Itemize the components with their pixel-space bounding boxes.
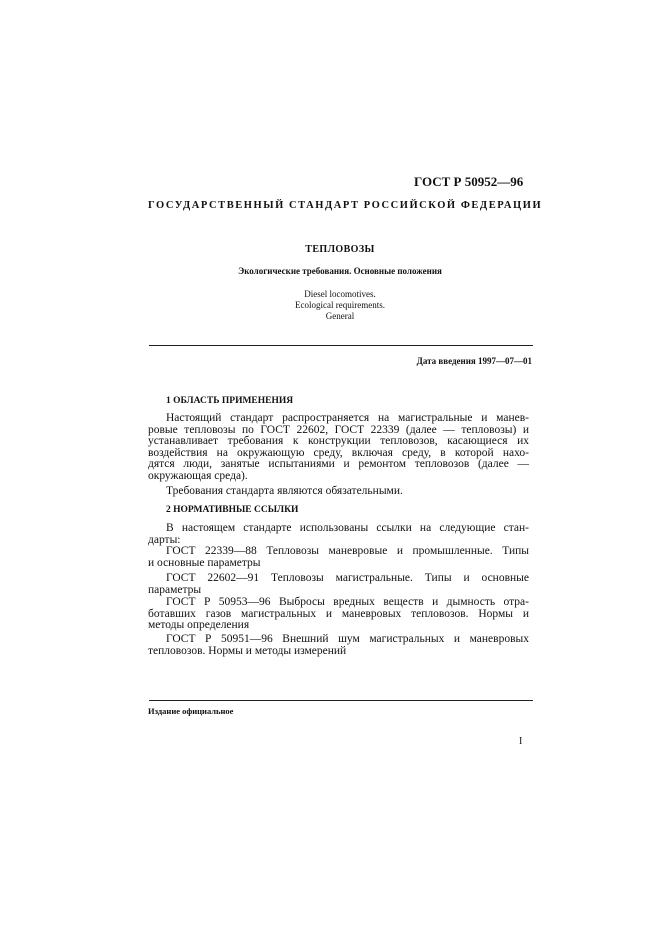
text-line: ровые тепловозы по ГОСТ 22602, ГОСТ 22339 (далее — тепловозы) и xyxy=(148,423,529,436)
footer-divider xyxy=(149,700,533,701)
text-line: ГОСТ Р 50951—96 Внешний шум магистральных и маневровых xyxy=(166,633,529,645)
document-title: ТЕПЛОВОЗЫ xyxy=(305,244,375,255)
top-divider xyxy=(149,345,533,346)
english-title xyxy=(148,289,532,322)
english-title-line: Diesel locomotives. xyxy=(304,289,376,299)
text-line: и основные параметры xyxy=(148,556,261,569)
reference-item xyxy=(148,597,529,632)
text-line: методы определения xyxy=(148,619,250,631)
section-1-heading: 1 ОБЛАСТЬ ПРИМЕНЕНИЯ xyxy=(166,396,294,406)
text-line: ГОСТ Р 50953—96 Выбросы вредных веществ и дымность отра- xyxy=(166,596,529,608)
section-1-requirement xyxy=(148,486,529,498)
text-line: дятся люди, занятые испытаниями и ремонтом тепловозов (далее — xyxy=(148,458,529,470)
section-1-paragraph xyxy=(148,413,529,482)
text-line: Настоящий стандарт распространяется на магистральные и манев- xyxy=(166,412,529,424)
page-number: I xyxy=(519,736,523,747)
text-line: воздействия на окружающую среду, включая среду, в которой нахо- xyxy=(148,446,529,459)
text-line: ГОСТ 22602—91 Тепловозы магистральные. Типы и основные xyxy=(166,572,529,584)
text-line: В настоящем стандарте использованы ссылки на следующие стан- xyxy=(166,522,529,534)
reference-item xyxy=(148,634,529,657)
text-line: устанавливает требования к конструкции тепловозов, касающиеся их xyxy=(148,435,529,447)
introduction-date: Дата введения 1997—07—01 xyxy=(416,356,532,366)
document-subtitle: Экологические требования. Основные положения xyxy=(238,266,442,276)
text-line: окружающая среда). xyxy=(148,469,248,482)
edition-note: Издание официальное xyxy=(148,706,234,716)
section-2-heading: 2 НОРМАТИВНЫЕ ССЫЛКИ xyxy=(166,505,299,515)
reference-item xyxy=(148,546,529,569)
english-title-line: Ecological requirements. xyxy=(295,300,385,310)
text-line: дарты: xyxy=(148,533,181,546)
state-standard-header: ГОСУДАРСТВЕННЫЙ СТАНДАРТ РОССИЙСКОЙ ФЕДЕРАЦИИ xyxy=(148,200,543,211)
document-number: ГОСТ Р 50952—96 xyxy=(414,174,524,189)
english-title-line: General xyxy=(325,311,355,321)
text-line: ГОСТ 22339—88 Тепловозы маневровые и промышленные. Типы xyxy=(166,545,529,557)
text-line: Требования стандарта являются обязательными. xyxy=(166,485,403,497)
text-line: тепловозов. Нормы и методы измерений xyxy=(148,644,347,657)
section-2-intro xyxy=(148,523,529,546)
reference-item xyxy=(148,573,529,596)
text-line: параметры xyxy=(148,583,202,596)
text-line: ботавших газов магистральных и маневровых тепловозов. Нормы и xyxy=(148,607,529,620)
